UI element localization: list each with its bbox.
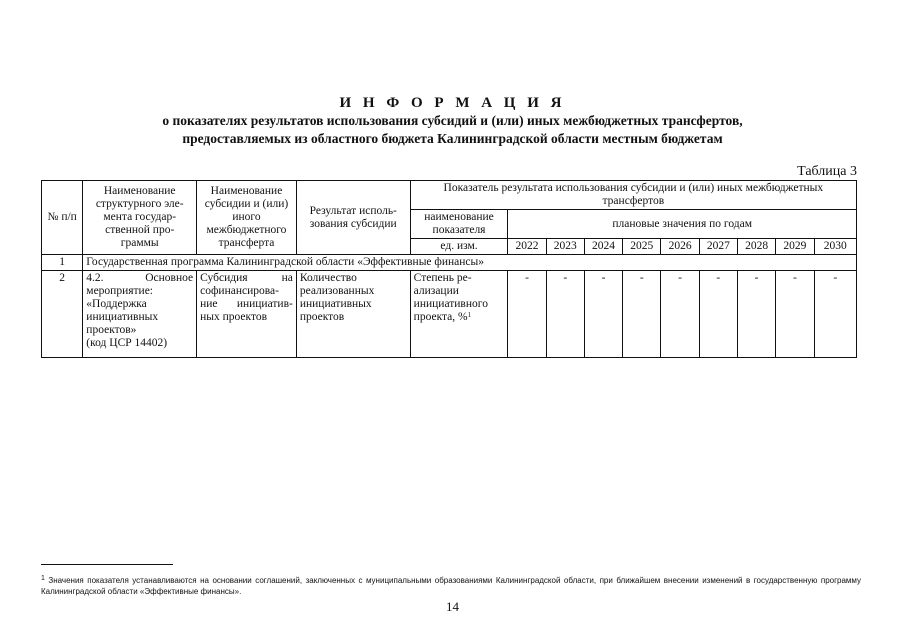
header-year: 2029 <box>776 239 814 255</box>
document-subtitle-line-1: о показателях результатов использования субсидий и (или) иных межбюджетных трансфертов, <box>162 113 743 128</box>
header-unit: ед. изм. <box>410 239 508 255</box>
row-number: 2 <box>42 271 83 358</box>
header-year: 2024 <box>584 239 622 255</box>
row-value: - <box>584 271 622 358</box>
row-value: - <box>776 271 814 358</box>
document-header <box>0 94 905 148</box>
header-year: 2025 <box>623 239 661 255</box>
header-year: 2023 <box>546 239 584 255</box>
row-value: - <box>699 271 737 358</box>
document-subtitle-line-2: предоставляемых из областного бюджета Калининградской области местным бюджетам <box>182 131 723 146</box>
indicators-table <box>41 180 857 358</box>
header-year: 2027 <box>699 239 737 255</box>
row-program-element <box>83 271 197 358</box>
header-planned-values: плановые значения по годам <box>508 210 857 239</box>
section-row-title: Государственная программа Калининградской области «Эффективные финансы» <box>83 255 857 271</box>
footnote-divider <box>41 564 173 565</box>
footnote-text: Значения показателя устанавливаются на основании соглашений, заключенных с муниципальными образованиями Калининградской области, при ближайшем внесении изменений в государственную программу Калининградской области «Эффективные финансы». <box>41 576 861 596</box>
header-year: 2026 <box>661 239 699 255</box>
header-indicator-name: наименование показателя <box>410 210 508 239</box>
footnote-mark: 1 <box>41 575 45 582</box>
row-value: - <box>737 271 775 358</box>
row-indicator <box>410 271 508 358</box>
header-indicator-group: Показатель результата использования субсидии и (или) иных межбюджетных трансфертов <box>410 181 856 210</box>
row-program-element-code: (код ЦСР 14402) <box>86 337 168 349</box>
table-row <box>42 271 857 358</box>
footnote <box>41 575 861 597</box>
header-transfer-name: Наименование субсидии и (или) иного межбюджетного трансферта <box>197 181 297 255</box>
row-value: - <box>546 271 584 358</box>
row-value: - <box>661 271 699 358</box>
row-transfer-name: Субсидия на софинансирова-ние инициатив-ных проектов <box>197 271 297 358</box>
document-title: И Н Ф О Р М А Ц И Я <box>339 95 566 111</box>
header-year: 2028 <box>737 239 775 255</box>
table-header-row-1 <box>42 181 857 210</box>
header-result: Результат исполь-зования субсидии <box>296 181 410 255</box>
page-number: 14 <box>446 599 459 614</box>
footnote-reference: 1 <box>467 311 472 319</box>
header-number: № п/п <box>42 181 83 255</box>
section-row-number: 1 <box>42 255 83 271</box>
table-section-row <box>42 255 857 271</box>
row-value: - <box>814 271 857 358</box>
header-year: 2022 <box>508 239 546 255</box>
row-indicator-text: Степень ре-ализации инициативного проекта, % <box>413 272 488 323</box>
header-program-element: Наименование структурного эле-мента государ-ственной про-граммы <box>83 181 197 255</box>
row-result: Количество реализованных инициативных проектов <box>296 271 410 358</box>
row-value: - <box>623 271 661 358</box>
row-program-element-main: 4.2. Основное мероприятие: «Поддержка инициативных проектов» <box>86 272 194 336</box>
header-year: 2030 <box>814 239 857 255</box>
row-value: - <box>508 271 546 358</box>
table-label: Таблица 3 <box>797 164 857 179</box>
